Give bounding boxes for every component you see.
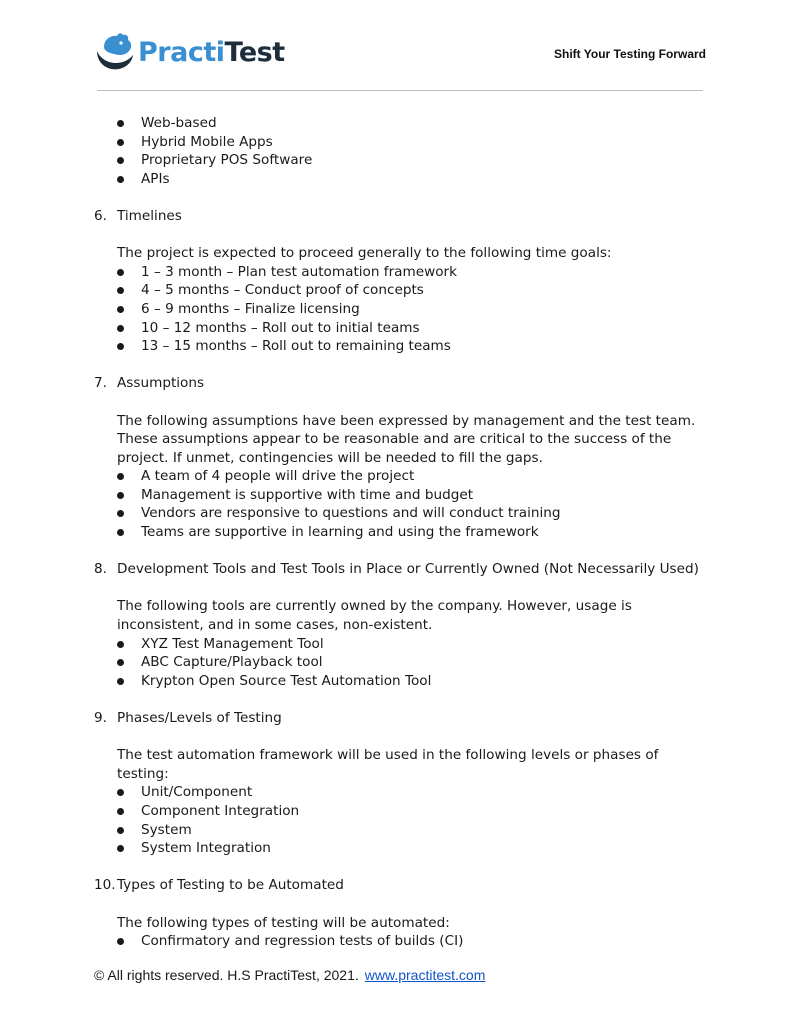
list-item [94, 337, 708, 356]
list-item-text: APIs [141, 170, 170, 187]
list-item-text: Web-based [141, 115, 217, 131]
list-item-text: Unit/Component [141, 784, 253, 801]
list-item [94, 653, 708, 672]
section-heading [94, 709, 708, 728]
section-intro: The project is expected to proceed generally to the following time goals: [117, 245, 612, 262]
practitest-logo-icon [94, 33, 136, 73]
list-item-text: 1 – 3 month – Plan test automation framework [141, 263, 458, 280]
bullet-icon [117, 343, 124, 350]
section-list [94, 932, 708, 951]
section-list [94, 467, 708, 541]
section-intro: The test automation framework will be used in the following levels or phases of testing: [117, 747, 659, 782]
bullet-icon [117, 287, 124, 294]
list-item [94, 504, 708, 523]
bullet-icon [117, 139, 124, 146]
list-item-text: Component Integration [141, 802, 300, 819]
header-divider [97, 90, 703, 91]
list-item [94, 467, 708, 486]
list-item [94, 300, 708, 319]
bullet-icon [117, 678, 124, 685]
list-item-text: Management is supportive with time and budget [141, 486, 474, 503]
list-item-text: Teams are supportive in learning and using the framework [141, 524, 539, 541]
section-phases [94, 709, 708, 858]
list-item-text: Confirmatory and regression tests of builds (CI) [141, 933, 464, 950]
list-item [94, 151, 708, 170]
list-item [94, 133, 708, 152]
page-header [0, 0, 800, 92]
section-title: Types of Testing to be Automated [117, 877, 344, 894]
list-item [94, 170, 708, 189]
section-intro: The following tools are currently owned by the company. However, usage is inconsistent, and in some cases, non-existent. [117, 598, 632, 634]
list-item [94, 839, 708, 858]
footer-website-link[interactable]: www.practitest.com [364, 967, 486, 983]
bullet-icon [117, 789, 124, 796]
list-item-text: XYZ Test Management Tool [141, 635, 324, 652]
section-intro: The following assumptions have been expressed by management and the test team. These assumptions appear to be reasonable and are critical to the success of the project. If unmet, contingencies will be needed to fill the gaps. [117, 412, 696, 466]
list-item-text: 10 – 12 months – Roll out to initial teams [141, 319, 420, 336]
logo-wordmark [138, 37, 285, 68]
bullet-icon [117, 659, 124, 666]
bullet-icon [117, 269, 124, 276]
list-item [94, 263, 708, 282]
bullet-icon [117, 641, 124, 648]
list-item-text: System Integration [141, 840, 271, 857]
section-heading [94, 560, 708, 579]
section-number: 9. [94, 710, 107, 726]
section-tools [94, 560, 708, 690]
bullet-icon [117, 529, 124, 536]
page-footer [94, 967, 485, 983]
list-item [94, 802, 708, 821]
list-item-text: Vendors are responsive to questions and will conduct training [141, 505, 561, 522]
section-title: Development Tools and Test Tools in Place or Currently Owned (Not Necessarily Used) [117, 561, 699, 578]
section-heading [94, 207, 708, 226]
bullet-icon [117, 808, 124, 815]
list-item [94, 932, 708, 951]
bullet-icon [117, 827, 124, 834]
section-intro: The following types of testing will be automated: [117, 914, 450, 931]
list-item [94, 672, 708, 691]
section-types [94, 876, 708, 950]
section-assumptions [94, 374, 708, 541]
section-number: 7. [94, 375, 107, 392]
list-item-text: A team of 4 people will drive the project [141, 468, 415, 485]
bullet-icon [117, 473, 124, 480]
list-item-text: 4 – 5 months – Conduct proof of concepts [141, 282, 424, 299]
bullet-icon [117, 306, 124, 313]
section-title: Assumptions [117, 375, 205, 392]
list-item-text: 13 – 15 months – Roll out to remaining teams [141, 338, 451, 355]
bullet-icon [117, 845, 124, 852]
platform-list [94, 114, 708, 188]
list-item-text: Proprietary POS Software [141, 152, 313, 169]
footer-copyright: © All rights reserved. H.S PractiTest, 2021. [94, 967, 359, 983]
list-item [94, 523, 708, 542]
section-number: 8. [94, 561, 107, 578]
practitest-logo[interactable] [94, 33, 285, 73]
section-timelines [94, 207, 708, 356]
bullet-icon [117, 157, 124, 164]
list-item-text: ABC Capture/Playback tool [141, 654, 323, 671]
bullet-icon [117, 325, 124, 332]
list-item [94, 319, 708, 338]
list-item [94, 635, 708, 654]
section-heading [94, 876, 708, 895]
section-title: Phases/Levels of Testing [117, 710, 282, 726]
bullet-icon [117, 120, 124, 127]
section-number: 6. [94, 207, 107, 224]
logo-text-practi: Practi [138, 37, 225, 68]
section-list [94, 635, 708, 691]
section-heading [94, 374, 708, 393]
list-item-text: 6 – 9 months – Finalize licensing [141, 300, 360, 317]
list-item-text: Hybrid Mobile Apps [141, 133, 273, 150]
list-item [94, 114, 708, 133]
list-item [94, 821, 708, 840]
bullet-icon [117, 510, 124, 517]
section-list [94, 263, 708, 356]
list-item [94, 281, 708, 300]
bullet-icon [117, 176, 124, 183]
list-item-text: System [141, 821, 192, 838]
bullet-icon [117, 492, 124, 499]
list-item-text: Krypton Open Source Test Automation Tool [141, 672, 432, 689]
section-title: Timelines [117, 207, 182, 224]
bullet-icon [117, 938, 124, 945]
list-item [94, 486, 708, 505]
section-list [94, 783, 708, 857]
document-body [94, 114, 708, 951]
logo-text-test: Test [224, 37, 285, 68]
list-item [94, 783, 708, 802]
header-tagline: Shift Your Testing Forward [553, 47, 706, 61]
section-number: 10. [94, 877, 116, 894]
